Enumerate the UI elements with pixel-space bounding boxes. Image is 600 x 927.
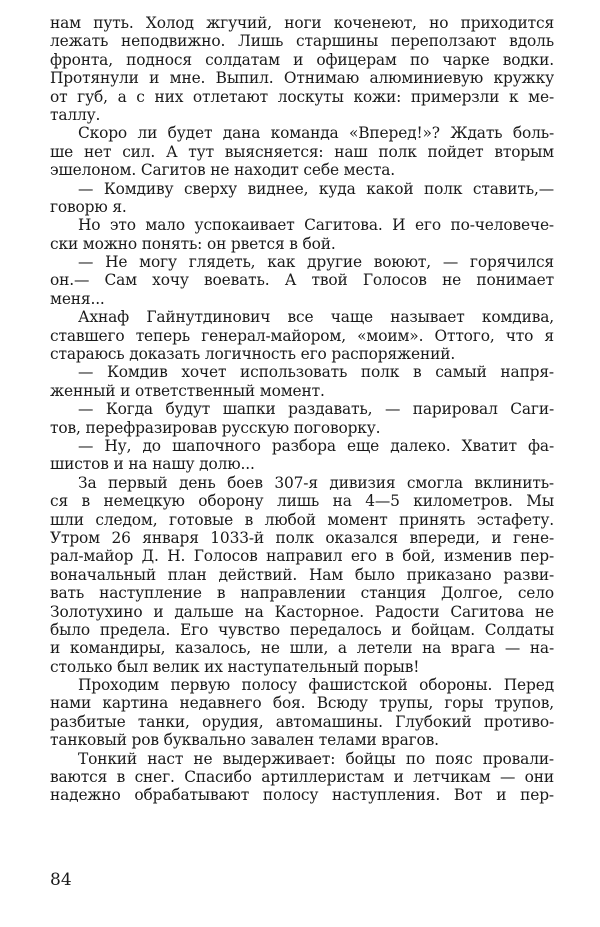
text-line: ваются в снег. Спасибо артиллеристам и летчикам — они xyxy=(50,768,554,787)
text-line: — Не могу глядеть, как другие воюют, — горячился xyxy=(78,253,554,272)
text-line: стараюсь доказать логичность его распоряжений. xyxy=(50,345,456,364)
text-line: — Когда будут шапки раздавать, — парировал Саги- xyxy=(78,400,554,419)
text-line: таллу. xyxy=(50,105,101,124)
text-line: столько был велик их наступательный порыв! xyxy=(50,657,420,676)
text-line: — Комдиву сверху виднее, куда какой полк ставить,— xyxy=(78,179,554,198)
text-line: фронта, поднося солдатам и офицерам по чарке водки. xyxy=(50,50,554,69)
text-line: женный и ответственный момент. xyxy=(50,381,325,400)
text-line: рал-майор Д. Н. Голосов направил его в бой, изменив пер- xyxy=(50,547,554,566)
text-line: ставшего теперь генерал-майором, «моим». Оттого, что я xyxy=(50,326,554,345)
text-line: он.— Сам хочу воевать. А твой Голосов не понимает xyxy=(50,271,554,290)
text-line: Утром 26 января 1033-й полк оказался впереди, и гене- xyxy=(50,528,554,547)
text-line: нами картина недавнего боя. Всюду трупы, горы трупов, xyxy=(50,694,554,713)
text-line: Золотухино и дальше на Касторное. Радости Сагитова не xyxy=(50,602,554,621)
text-line: — Ну, до шапочного разбора еще далеко. Хватит фа- xyxy=(78,436,554,455)
page-number: 84 xyxy=(50,870,72,890)
text-line: Протянули и мне. Выпил. Отнимаю алюминиевую кружку xyxy=(50,69,554,88)
page-body xyxy=(50,14,554,914)
text-line: лежать неподвижно. Лишь старшины переползают вдоль xyxy=(50,32,554,51)
text-line: ски можно понять: он рвется в бой. xyxy=(50,234,336,253)
text-line: — Комдив хочет использовать полк в самый напря- xyxy=(78,363,554,382)
text-line: от губ, а с них отлетают лоскуты кожи: примерзли к ме- xyxy=(50,87,554,106)
text-line: тов, перефразировав русскую поговорку. xyxy=(50,418,381,437)
text-line: воначальный план действий. Нам было приказано разви- xyxy=(50,565,554,584)
text-line: Ахнаф Гайнутдинович все чаще называет комдива, xyxy=(78,308,554,327)
text-line: вать наступление в направлении станция Долгое, село xyxy=(50,584,554,603)
text-line: ся в немецкую оборону лишь на 4—5 километров. Мы xyxy=(50,492,554,511)
text-line: говорю я. xyxy=(50,197,127,216)
text-line: танковый ров буквально завален телами врагов. xyxy=(50,731,439,750)
text-line: надежно обрабатывают полосу наступления. Вот и пер- xyxy=(50,786,554,805)
text-line: меня... xyxy=(50,289,105,308)
text-line: Скоро ли будет дана команда «Вперед!»? Ждать боль- xyxy=(78,124,554,143)
text-line: было предела. Его чувство передалось и бойцам. Солдаты xyxy=(50,620,554,639)
text-line: За первый день боев 307-я дивизия смогла вклинить- xyxy=(78,473,554,492)
text-line: Но это мало успокаивает Сагитова. И его по-человече- xyxy=(78,216,554,235)
text-line: ше нет сил. А тут выясняется: наш полк пойдет вторым xyxy=(50,142,554,161)
text-line: эшелоном. Сагитов не находит себе места. xyxy=(50,161,396,180)
text-line: нам путь. Холод жгучий, ноги коченеют, но приходится xyxy=(50,14,554,32)
text-line: разбитые танки, орудия, автомашины. Глубокий противо- xyxy=(50,712,554,731)
text-line: Проходим первую полосу фашистской обороны. Перед xyxy=(78,676,554,695)
text-line: шли следом, готовые в любой момент принять эстафету. xyxy=(50,510,554,529)
text-line: Тонкий наст не выдерживает: бойцы по пояс провали- xyxy=(78,749,554,768)
text-line: шистов и на нашу долю... xyxy=(50,455,255,474)
text-line: и командиры, казалось, не шли, а летели на врага — на- xyxy=(50,639,554,658)
